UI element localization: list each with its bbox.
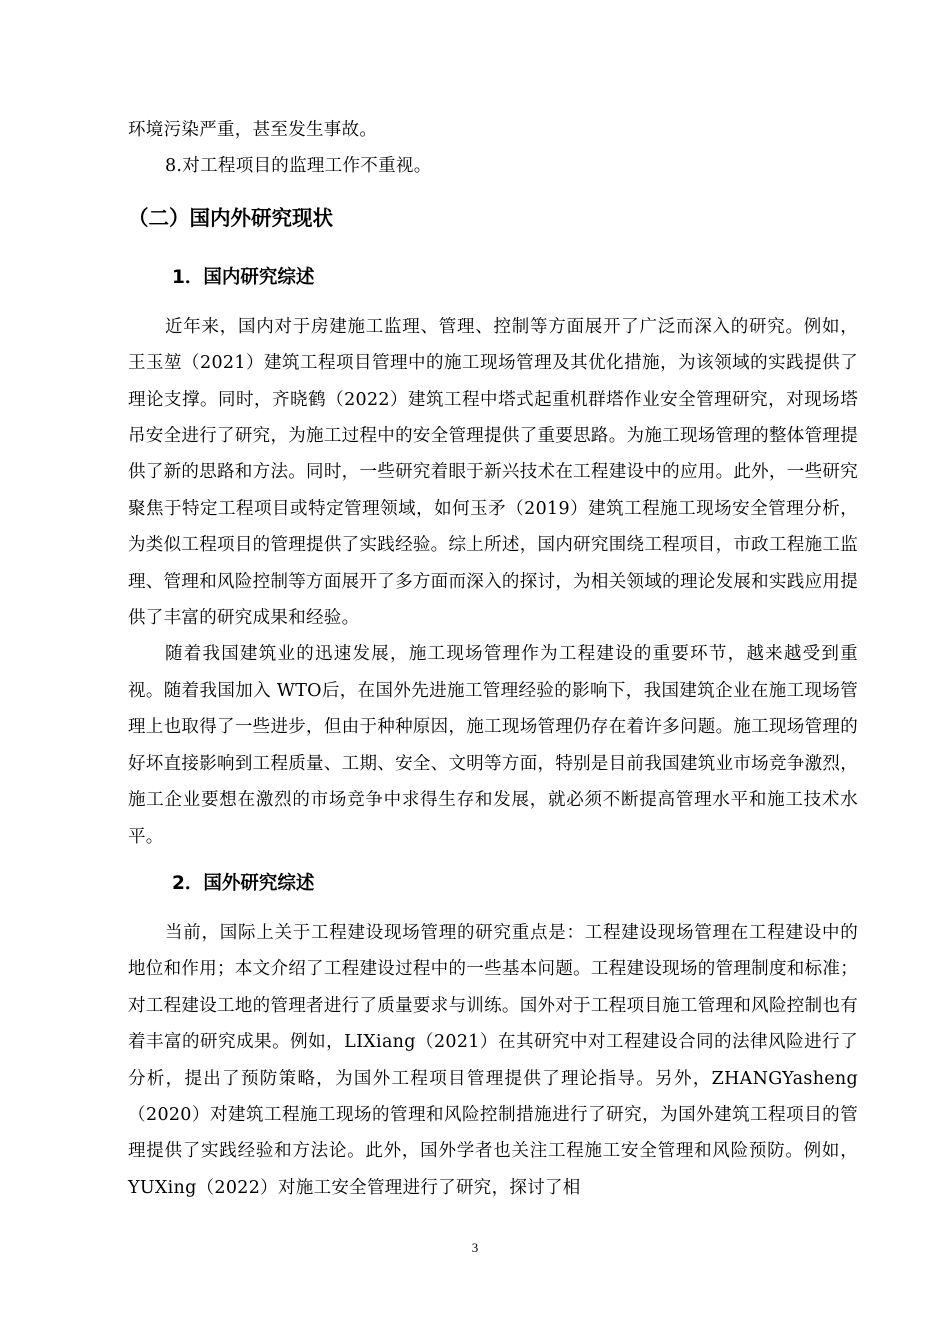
- paragraph-domestic-1: 近年来，国内对于房建施工监理、管理、控制等方面展开了广泛而深入的研究。例如，王玉堃（2021）建筑工程项目管理中的施工现场管理及其优化措施，为该领域的实践提供了理论支撑。同时，齐晓鹤（2022）建筑工程中塔式起重机群塔作业安全管理研究，对现场塔吊安全进行了研究，为施工过程中的安全管理提供了重要思路。为施工现场管理的整体管理提供了新的思路和方法。同时，一些研究着眼于新兴技术在工程建设中的应用。此外，一些研究聚焦于特定工程项目或特定管理领域，如何玉矛（2019）建筑工程施工现场安全管理分析，为类似工程项目的管理提供了实践经验。综上所述，国内研究围绕工程项目，市政工程施工监理、管理和风险控制等方面展开了多方面而深入的探讨，为相关领域的理论发展和实践应用提供了丰富的研究成果和经验。: [128, 316, 858, 629]
- list-item-8: 8.对工程项目的监理工作不重视。: [165, 156, 432, 177]
- document-page: [128, 112, 858, 1206]
- section-heading: （二）国内外研究现状: [128, 205, 333, 230]
- subsection-heading-foreign: 2．国外研究综述: [172, 872, 315, 894]
- paragraph-domestic-2: 随着我国建筑业的迅速发展，施工现场管理作为工程建设的重要环节，越来越受到重视。随着我国加入 WTO后，在国外先进施工管理经验的影响下，我国建筑企业在施工现场管理上也取得了一些进步，但由于种种原因，施工现场管理仍存在着许多问题。施工现场管理的好坏直接影响到工程质量、工期、安全、文明等方面，特别是目前我国建筑业市场竞争激烈，施工企业要想在激烈的市场竞争中求得生存和发展，就必须不断提高管理水平和施工技术水平。: [128, 644, 858, 847]
- paragraph-continuation: 环境污染严重，甚至发生事故。: [128, 120, 378, 140]
- paragraph-foreign-1: 当前，国际上关于工程建设现场管理的研究重点是：工程建设现场管理在工程建设中的地位和作用；本文介绍了工程建设过程中的一些基本问题。工程建设现场的管理制度和标准；对工程建设工地的管理者进行了质量要求与训练。国外对于工程项目施工管理和风险控制也有着丰富的研究成果。例如，LIXiang（2021）在其研究中对工程建设合同的法律风险进行了分析，提出了预防策略，为国外工程项目管理提供了理论指导。另外，ZHANGYasheng（2020）对建筑工程施工现场的管理和风险控制措施进行了研究，为国外建筑工程项目的管理提供了实践经验和方法论。此外，国外学者也关注工程施工安全管理和风险预防。例如，YUXing（2022）对施工安全管理进行了研究，探讨了相: [128, 922, 858, 1198]
- subsection-heading-domestic: 1．国内研究综述: [172, 266, 315, 288]
- page-number: 3: [471, 1240, 479, 1255]
